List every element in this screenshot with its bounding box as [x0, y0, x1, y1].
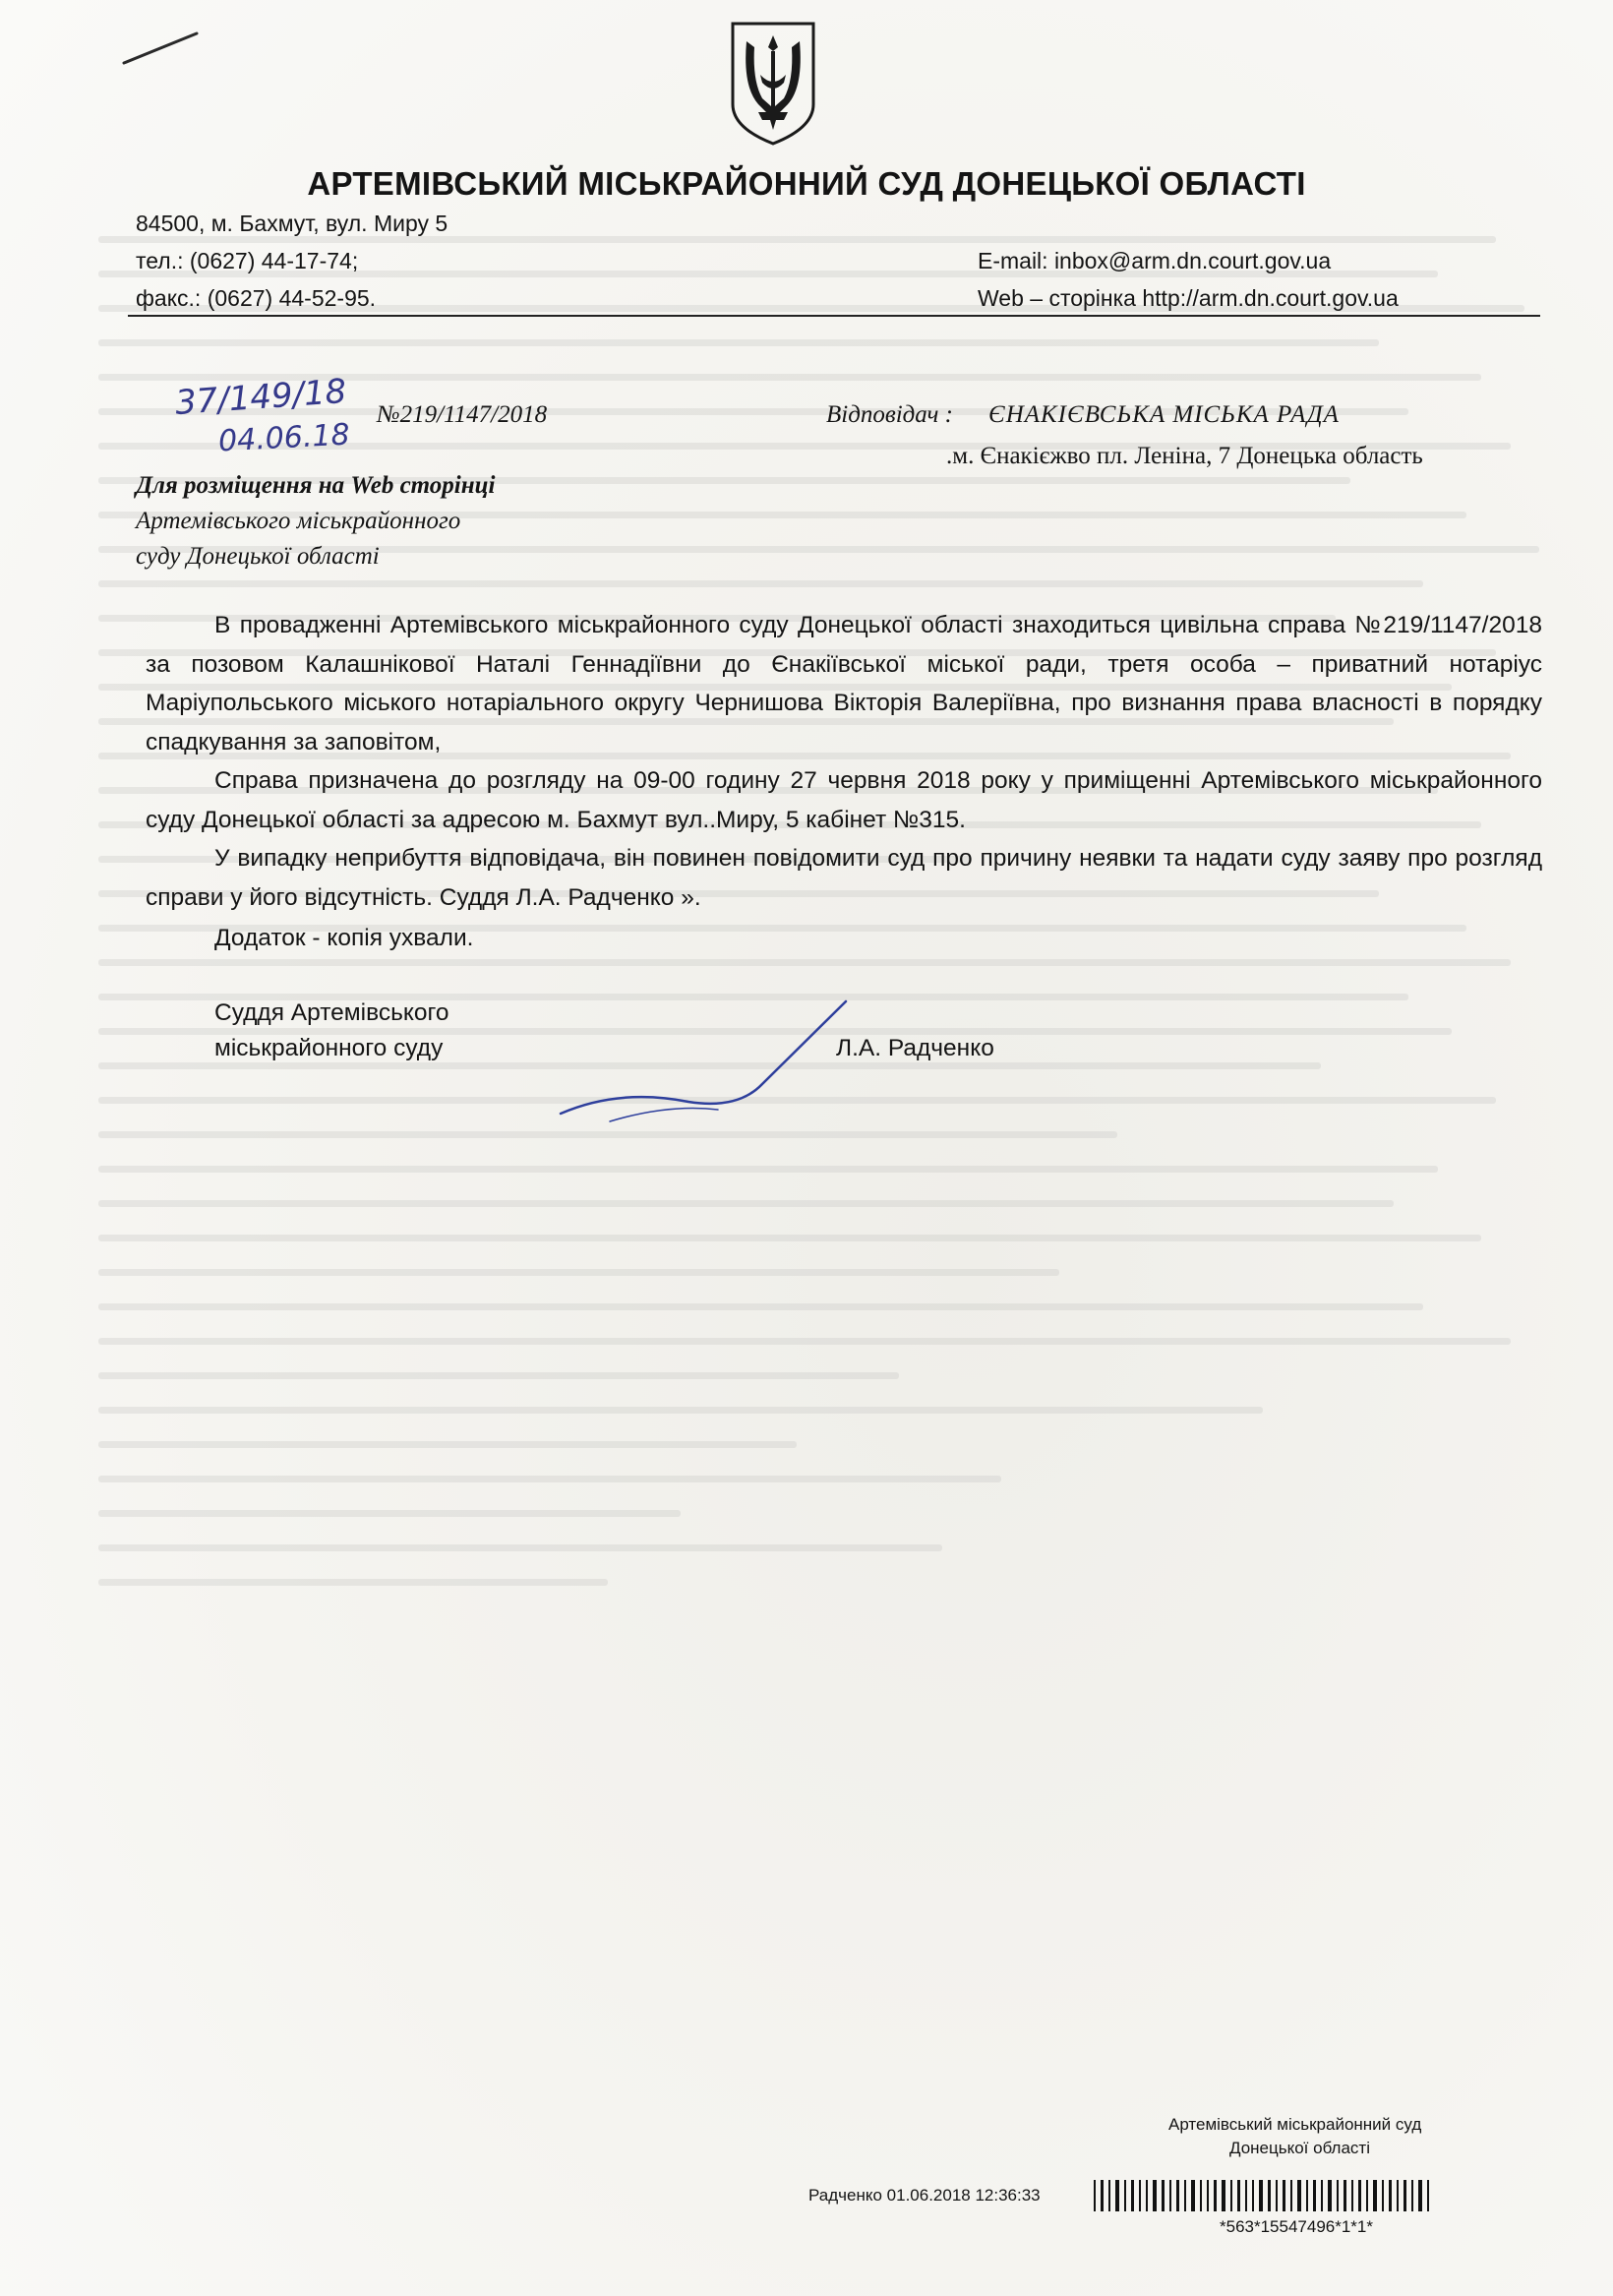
court-email: E-mail: inbox@arm.dn.court.gov.ua	[978, 248, 1332, 273]
attachment-note: Додаток - копія ухвали.	[214, 925, 474, 951]
court-title: АРТЕМІВСЬКИЙ МІСЬКРАЙОННИЙ СУД ДОНЕЦЬКОЇ ОБЛАСТІ	[307, 165, 1306, 202]
header-divider	[128, 315, 1540, 317]
notice-paragraph-3: У випадку неприбуття відповідача, він повинен повідомити суд про причину неявки та надати суду заяву про розгляд справи у його відсутність. Суддя Л.А. Радченко ».	[146, 845, 1542, 911]
document-barcode	[1094, 2180, 1548, 2211]
barcode-text: *563*15547496*1*1*	[1220, 2217, 1373, 2236]
coat-of-arms-icon	[729, 18, 817, 148]
handwritten-signature	[551, 994, 866, 1141]
respondent-label: Відповідач :	[826, 401, 953, 428]
notice-paragraph-1: В провадженні Артемівського міськрайонного суду Донецької області знаходиться цивільна справа №219/1147/2018 за позовом Калашнікової Наталі Геннадіївни до Єнакіївської міської ради, третя особа – приватний нотаріус Маріупольського міського нотаріального округу Чернишова Вікторія Валеріївна, про визнання права власності в порядку спадкування за заповітом,	[146, 612, 1542, 755]
recipient-line-2: Артемівського міськрайонного	[136, 508, 461, 534]
signature-name: Л.А. Радченко	[836, 1035, 994, 1061]
recipient-line-1: Для розміщення на Web сторінці	[136, 472, 496, 499]
court-address: 84500, м. Бахмут, вул. Миру 5	[136, 211, 448, 236]
respondent-name: ЄНАКІЄВСЬКА МІСЬКА РАДА	[988, 401, 1340, 428]
handwritten-reg-number: 37/149/18	[173, 371, 348, 424]
court-fax: факс.: (0627) 44-52-95.	[136, 285, 377, 311]
stamp-court-line-2: Донецької області	[1229, 2139, 1370, 2157]
respondent-address: .м. Єнакієжво пл. Леніна, 7 Донецька область	[946, 443, 1423, 469]
recipient-line-3: суду Донецької області	[136, 543, 380, 570]
case-number: №219/1147/2018	[377, 401, 548, 428]
notice-paragraph-2: Справа призначена до розгляду на 09-00 годину 27 червня 2018 року у приміщенні Артемівського міськрайонного суду Донецької області за адресою м. Бахмут вул..Миру, 5 кабінет №315.	[146, 767, 1542, 833]
pen-stroke-mark	[122, 28, 201, 67]
handwritten-date: 04.06.18	[217, 417, 351, 459]
court-phone: тел.: (0627) 44-17-74;	[136, 248, 359, 273]
stamp-user-timestamp: Радченко 01.06.2018 12:36:33	[808, 2186, 1041, 2205]
signature-title-line-1: Суддя Артемівського	[214, 999, 449, 1026]
court-website: Web – сторінка http://arm.dn.court.gov.ua	[978, 285, 1399, 311]
stamp-court-line-1: Артемівський міськрайонний суд	[1168, 2115, 1422, 2134]
notice-body	[146, 606, 1542, 917]
signature-title-line-2: міськрайонного суду	[214, 1035, 444, 1061]
